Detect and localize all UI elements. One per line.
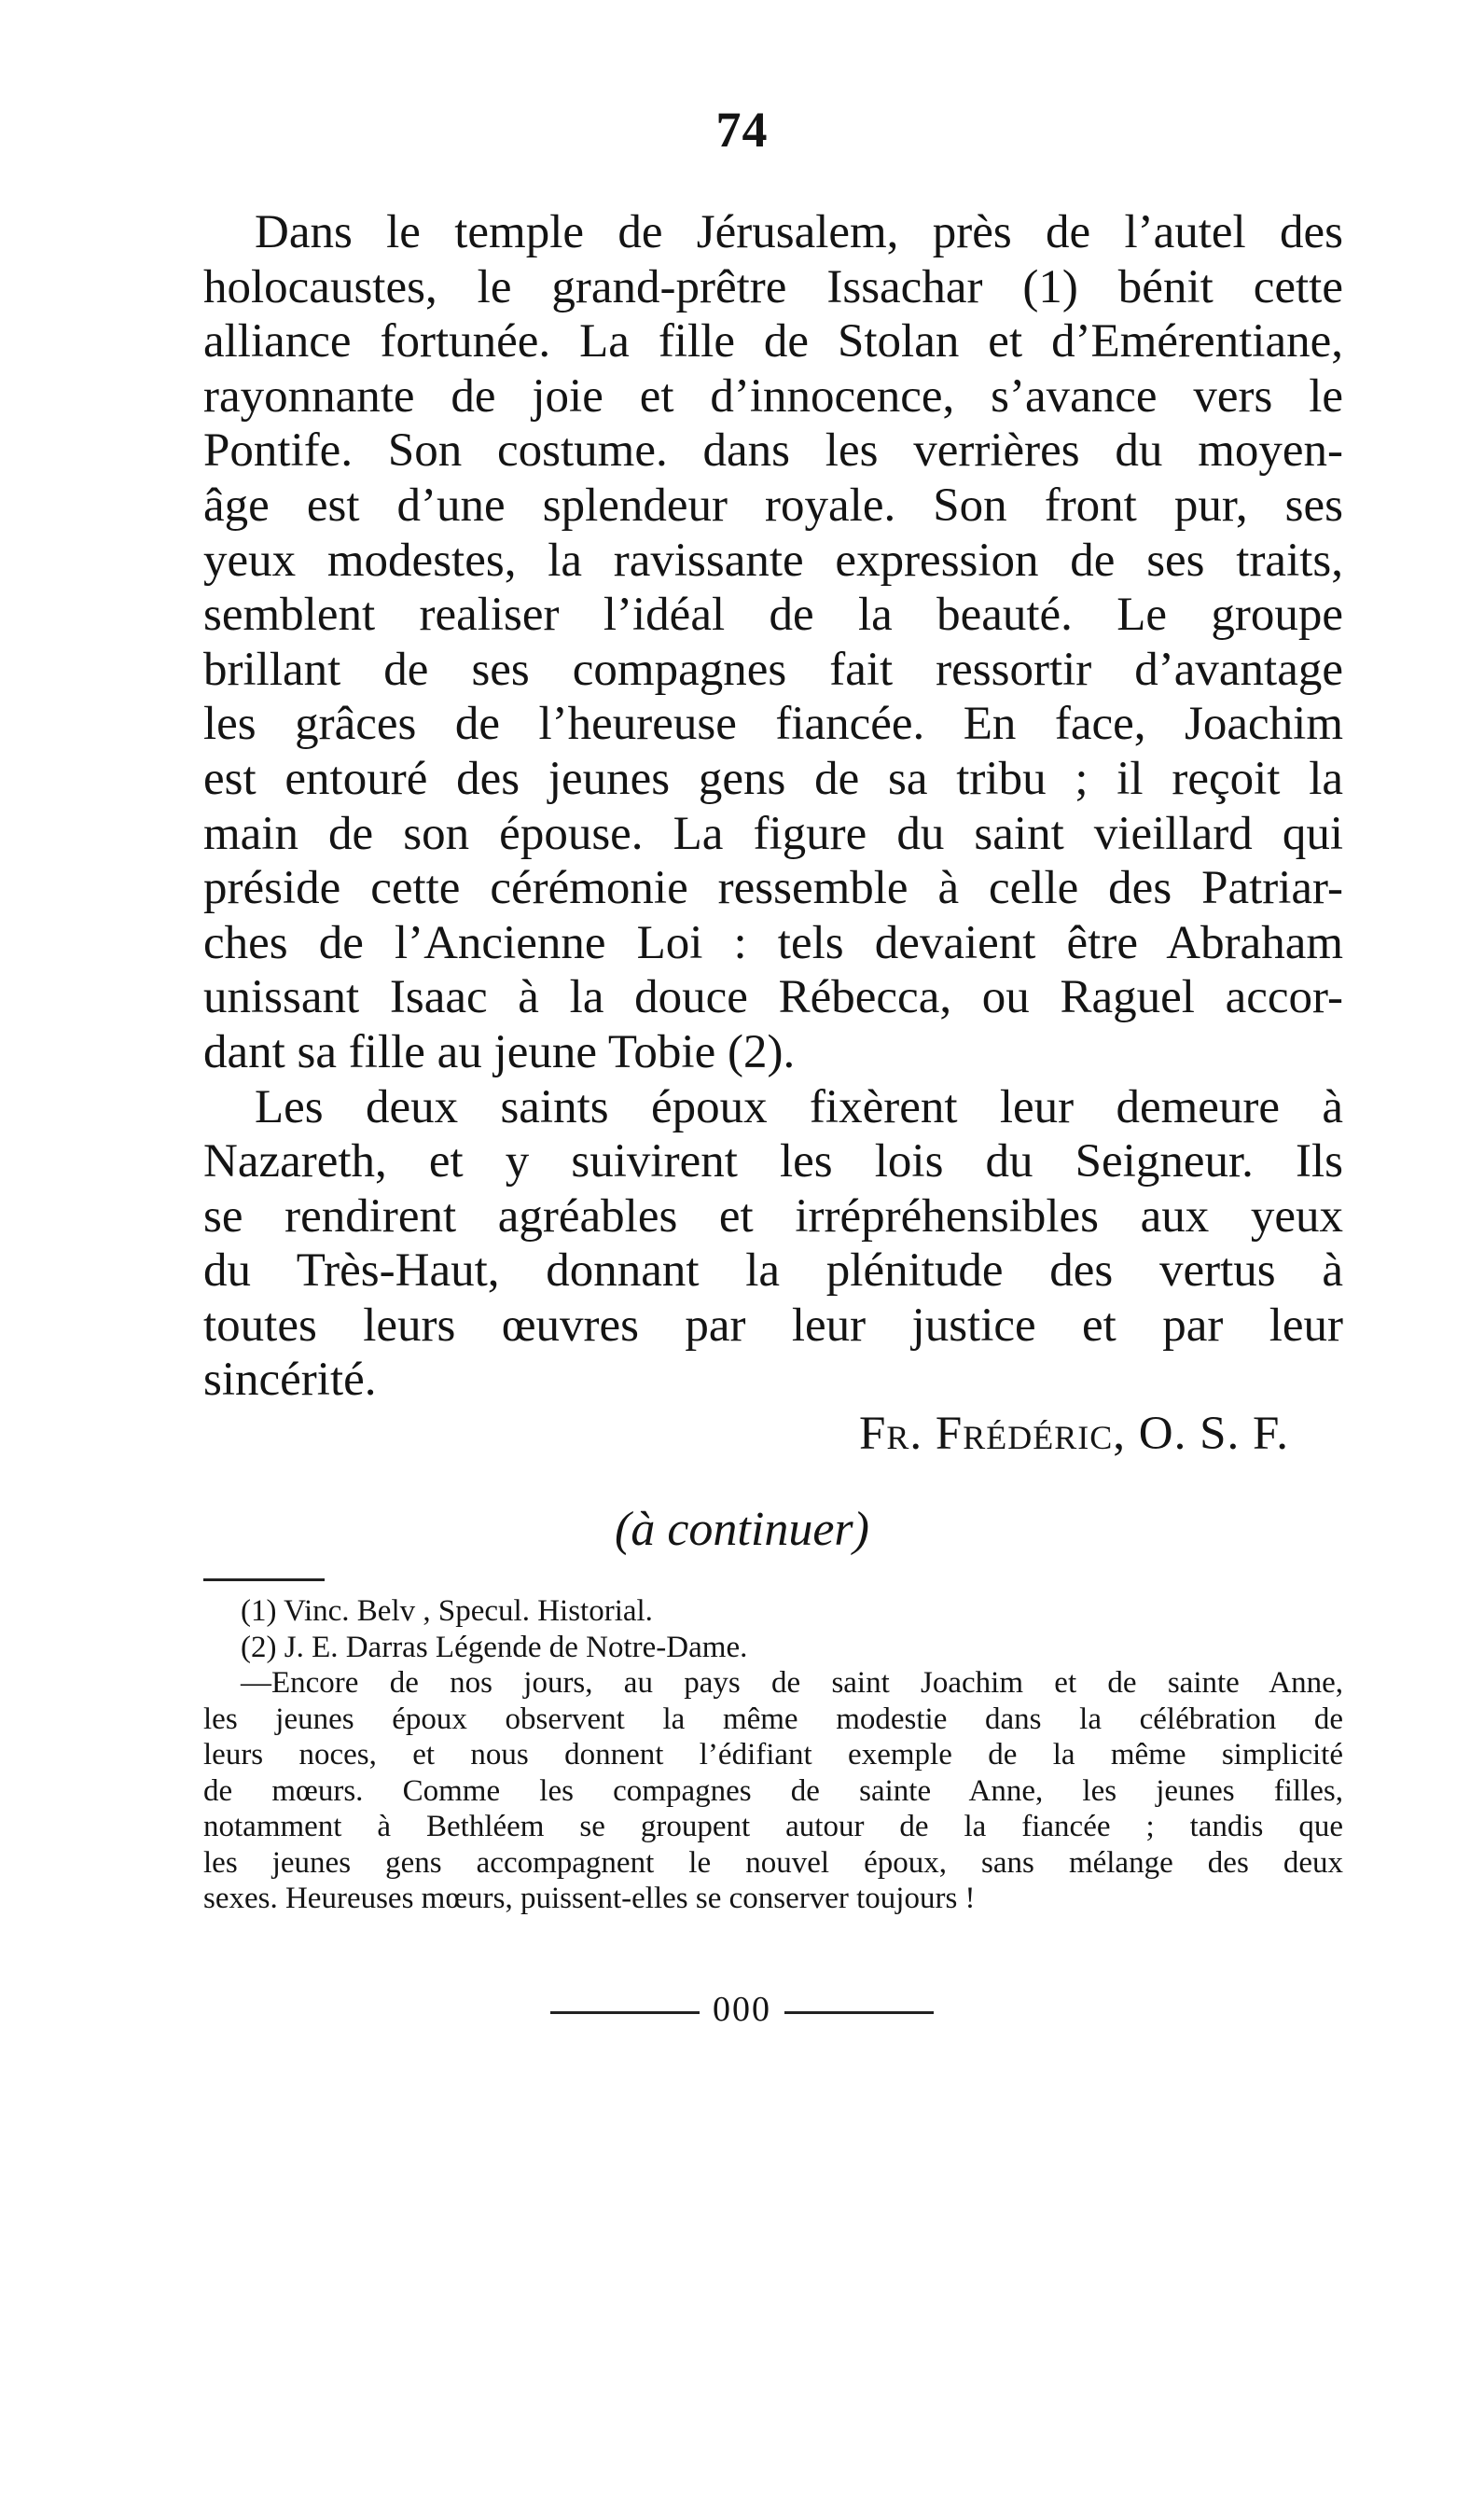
- text-line: brillant de ses compagnes fait ressortir d’avantage: [203, 643, 1343, 696]
- footnotes: [203, 1593, 1343, 1917]
- text-line: est entouré des jeunes gens de sa tribu ; il reçoit la: [203, 752, 1343, 805]
- footnote-1: (1) Vinc. Belv , Specul. Historial.: [241, 1594, 653, 1628]
- note-line: les jeunes gens accompagnent le nouvel époux, sans mélange des deux: [203, 1845, 1343, 1880]
- author-signature: Fr. Frédéric, O. S. F.: [859, 1408, 1289, 1460]
- main-text: [203, 205, 1343, 1408]
- text-line: dant sa fille au jeune Tobie (2).: [203, 1025, 796, 1078]
- left-rule: [550, 2011, 700, 2014]
- text-line: semblent realiser l’idéal de la beauté. Le groupe: [203, 589, 1343, 642]
- section-end-marker: [0, 1989, 1484, 2030]
- text-line: rayonnante de joie et d’innocence, s’avance vers le: [203, 369, 1343, 423]
- note-line: —Encore de nos jours, au pays de saint Joachim et de sainte Anne,: [241, 1666, 1343, 1700]
- text-line: Les deux saints époux fixèrent leur demeure à: [255, 1080, 1343, 1133]
- note-line: leurs noces, et nous donnent l’édifiant exemple de la même simplicité: [203, 1738, 1343, 1772]
- text-line: unissant Isaac à la douce Rébecca, ou Raguel accor-: [203, 971, 1343, 1024]
- footnote-divider: [203, 1578, 325, 1581]
- text-line: Pontife. Son costume. dans les verrières du moyen-: [203, 424, 1343, 478]
- text-line: holocaustes, le grand-prêtre Issachar (1) bénit cette: [203, 260, 1343, 313]
- text-line: Dans le temple de Jérusalem, près de l’autel des: [255, 206, 1343, 258]
- footnote-2: (2) J. E. Darras Légende de Notre-Dame.: [241, 1630, 748, 1664]
- text-line: yeux modestes, la ravissante expression de ses traits,: [203, 534, 1343, 587]
- text-line: préside cette cérémonie ressemble à celle des Patriar-: [203, 862, 1343, 915]
- note-line: sexes. Heureuses mœurs, puissent-elles se conserver toujours !: [203, 1882, 976, 1915]
- text-line: Nazareth, et y suivirent les lois du Seigneur. Ils: [203, 1135, 1343, 1188]
- text-line: ches de l’Ancienne Loi : tels devaient être Abraham: [203, 916, 1343, 969]
- note-line: notamment à Bethléem se groupent autour de la fiancée ; tandis que: [203, 1810, 1343, 1843]
- right-rule: [784, 2011, 934, 2014]
- text-line: les grâces de l’heureuse fiancée. En face, Joachim: [203, 698, 1343, 751]
- end-marker-text: 000: [713, 1990, 771, 2029]
- text-line: se rendirent agréables et irrépréhensibles aux yeux: [203, 1189, 1343, 1243]
- text-line: sincérité.: [203, 1354, 377, 1407]
- text-line: alliance fortunée. La fille de Stolan et d’Emérentiane,: [203, 315, 1343, 368]
- note-line: de mœurs. Comme les compagnes de sainte Anne, les jeunes filles,: [203, 1773, 1343, 1808]
- page-number: 74: [715, 102, 769, 158]
- text-line: âge est d’une splendeur royale. Son front pur, ses: [203, 479, 1343, 532]
- continuation-note: (à continuer): [615, 1503, 869, 1556]
- text-line: du Très-Haut, donnant la plénitude des vertus à: [203, 1244, 1343, 1298]
- note-line: les jeunes époux observent la même modestie dans la célébration de: [203, 1702, 1343, 1736]
- text-line: toutes leurs œuvres par leur justice et par leur: [203, 1299, 1343, 1352]
- text-line: main de son épouse. La figure du saint vieillard qui: [203, 807, 1343, 860]
